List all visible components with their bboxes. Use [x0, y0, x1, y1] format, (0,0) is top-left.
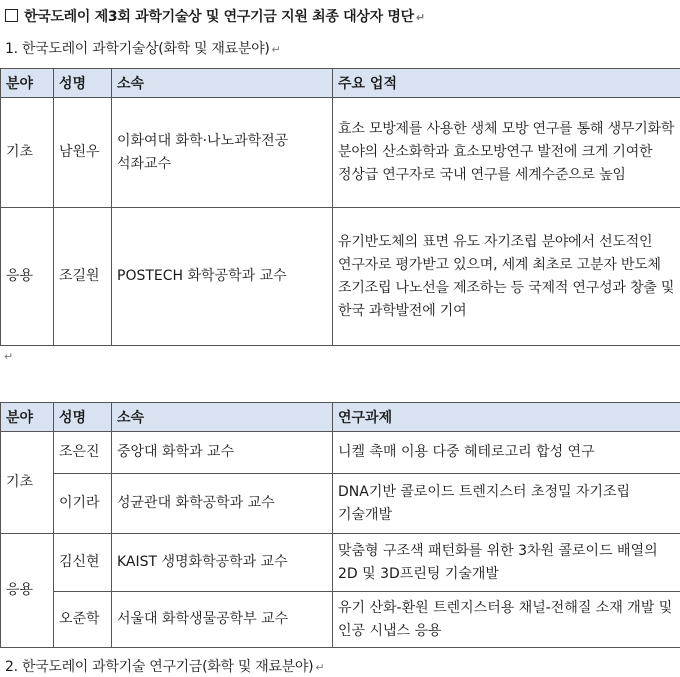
paragraph-mark-icon: ↵ [315, 661, 325, 674]
table-header-row [1, 69, 680, 98]
table-header-row [1, 403, 680, 432]
section-2-heading: 2. 한국도레이 과학기술 연구기금(화학 및 재료분야) ↵ [5, 659, 325, 675]
affiliation-cell: 서울대 화학생물공학부 교수 [112, 592, 333, 648]
paragraph-mark-icon: ↵ [415, 11, 425, 24]
table-row [1, 592, 680, 648]
affiliation-cell: POSTECH 화학공학과 교수 [112, 208, 333, 346]
table-row [1, 474, 680, 534]
section-1-heading: 1. 한국도레이 과학기술상(화학 및 재료분야) ↵ [5, 41, 281, 57]
header-project: 연구과제 [333, 403, 680, 432]
affiliation-cell: 성균관대 화학공학과 교수 [112, 474, 333, 534]
affiliation-cell: 중앙대 화학과 교수 [112, 432, 333, 474]
header-name: 성명 [54, 403, 112, 432]
affiliation-cell: KAIST 생명화학공학과 교수 [112, 534, 333, 592]
field-cell: 응용 [1, 208, 54, 346]
header-field: 분야 [1, 403, 54, 432]
table-row [1, 98, 680, 208]
header-affiliation: 소속 [112, 69, 333, 98]
name-cell: 이기라 [54, 474, 112, 534]
achievement-cell: 효소 모방제를 사용한 생체 모방 연구를 통해 생무기화학 분야의 산소화학과 효소모방연구 발전에 크게 기여한 정상급 연구자로 국내 연구를 세계수준으로 높임 [333, 98, 680, 208]
name-cell: 오준학 [54, 592, 112, 648]
name-cell: 남원우 [54, 98, 112, 208]
affiliation-cell: 이화여대 화학·나노과학전공 석좌교수 [112, 98, 333, 208]
title-text: 한국도레이 제3회 과학기술상 및 연구기금 지원 최종 대상자 명단 [24, 9, 414, 25]
header-achievement: 주요 업적 [333, 69, 680, 98]
achievement-cell: 유기반도체의 표면 유도 자기조립 분야에서 선도적인 연구자로 평가받고 있으며, 세계 최초로 고분자 반도체 조기조립 나노선을 제조하는 등 국제적 연구성과 창출 및 한국 과학발전에 기여 [333, 208, 680, 346]
paragraph-mark-icon: ↵ [271, 43, 281, 56]
field-cell: 기초 [1, 98, 54, 208]
project-cell: 맞춤형 구조색 패턴화를 위한 3차원 콜로이드 배열의 2D 및 3D프린팅 기술개발 [333, 534, 680, 592]
project-cell: 니켈 촉매 이용 다중 헤테로고리 합성 연구 [333, 432, 680, 474]
header-field: 분야 [1, 69, 54, 98]
name-cell: 조은진 [54, 432, 112, 474]
header-name: 성명 [54, 69, 112, 98]
project-cell: 유기 산화-환원 트렌지스터용 채널-전해질 소재 개발 및 인공 시냅스 응용 [333, 592, 680, 648]
awards-table [0, 68, 680, 346]
table-row [1, 432, 680, 474]
project-cell: DNA기반 콜로이드 트렌지스터 초정밀 자기조립 기술개발 [333, 474, 680, 534]
name-cell: 김신현 [54, 534, 112, 592]
document-title [5, 6, 425, 26]
field-cell: 기초 [1, 432, 54, 534]
paragraph-mark-icon: ↵ [4, 350, 14, 363]
table-row [1, 208, 680, 346]
checkbox-icon [5, 9, 18, 22]
field-cell: 응용 [1, 534, 54, 648]
name-cell: 조길원 [54, 208, 112, 346]
research-fund-table [0, 402, 680, 648]
header-affiliation: 소속 [112, 403, 333, 432]
table-row [1, 534, 680, 592]
